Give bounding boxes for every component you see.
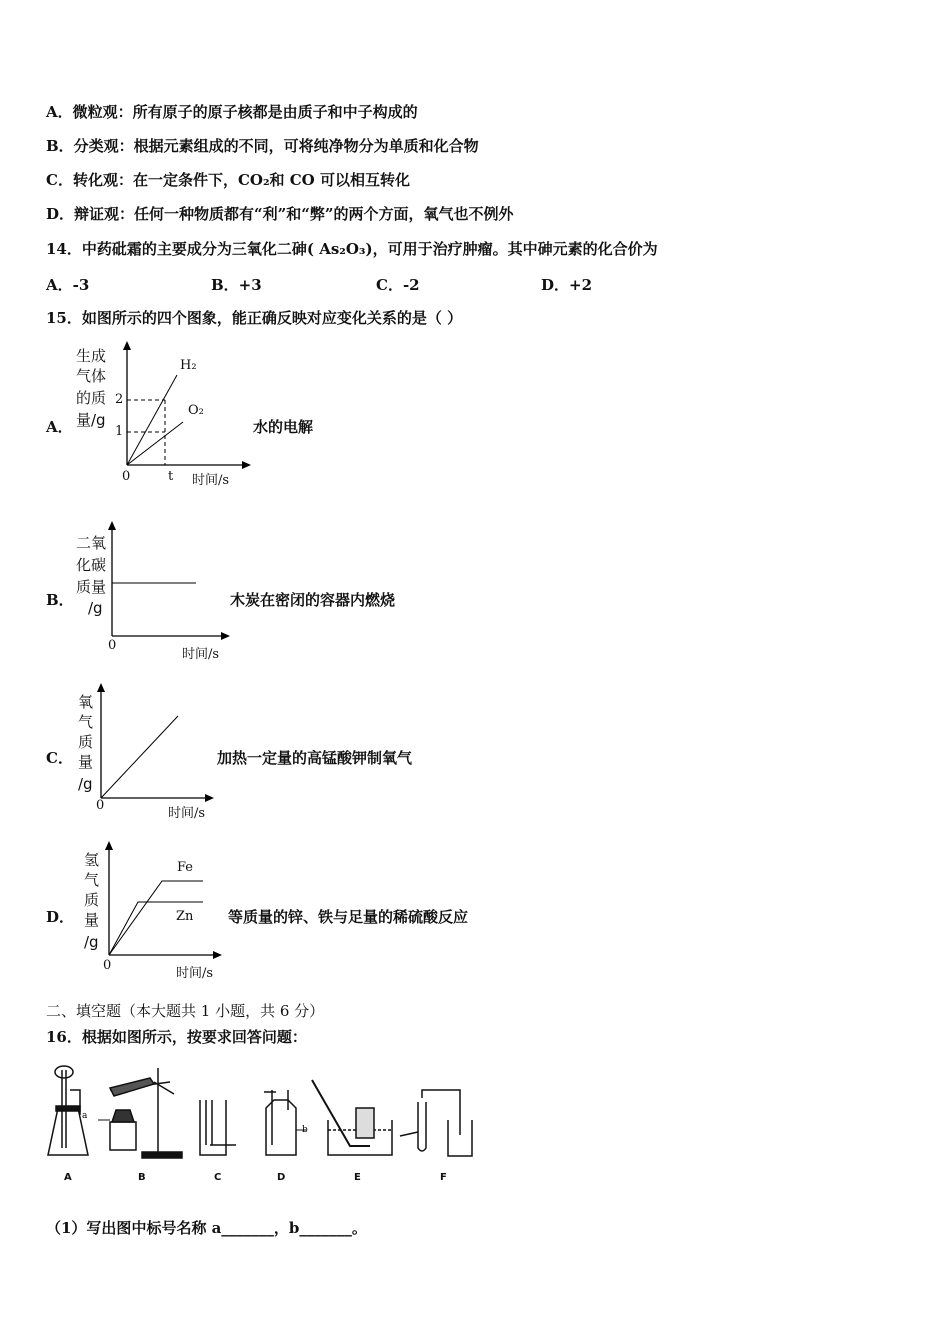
graph-b-origin: 0 <box>108 638 117 653</box>
graph-d-label: D． <box>46 908 75 926</box>
graph-a-ylabel-3: 的质 <box>76 389 107 407</box>
graph-c-ylabel-3: 质 <box>78 733 94 751</box>
graph-a-series-h2: H₂ <box>180 358 197 373</box>
graph-b-ylabel-4: /g <box>88 599 103 617</box>
graph-a-origin: 0 <box>122 469 131 484</box>
graph-d-series-zn: Zn <box>176 909 194 924</box>
graph-c-ylabel-1: 氧 <box>78 693 94 711</box>
graph-a-ytick-1: 1 <box>115 424 124 439</box>
graph-c-ylabel-2: 气 <box>78 713 94 731</box>
apparatus-label-c: C <box>214 1172 222 1183</box>
graph-d-ylabel-2: 气 <box>84 871 100 889</box>
section2-title: 二、填空题（本大题共 1 小题，共 6 分） <box>46 1002 325 1020</box>
svg-text:b: b <box>302 1125 308 1135</box>
q14-stem: 14．中药砒霜的主要成分为三氧化二砷( As₂O₃)，可用于治疗肿瘤。其中砷元素的化合价为 <box>46 240 658 258</box>
graph-b-ylabel-2: 化碳 <box>76 556 107 574</box>
apparatus-label-b: B <box>138 1172 146 1183</box>
graph-a-label: A． <box>46 418 73 436</box>
graph-d-desc: 等质量的锌、铁与足量的稀硫酸反应 <box>228 908 469 926</box>
graph-d-ylabel-5: /g <box>84 933 99 951</box>
graph-d-series-fe: Fe <box>177 860 194 875</box>
graph-b-desc: 木炭在密闭的容器内燃烧 <box>230 591 396 609</box>
graph-d-xlabel: 时间/s <box>176 966 214 981</box>
svg-text:a: a <box>82 1111 88 1121</box>
graph-b-ylabel-3: 质量 <box>76 578 107 596</box>
apparatus-label-d: D <box>277 1172 286 1183</box>
q13-option-d: D．辩证观：任何一种物质都有“利”和“弊”的两个方面，氧气也不例外 <box>46 205 514 223</box>
q14-option-d: D．+2 <box>541 276 593 294</box>
q16-sub1: （1）写出图中标号名称 a_______，b_______。 <box>46 1219 367 1237</box>
graph-a-xtick: t <box>168 469 174 484</box>
graph-c-ylabel-4: 量 <box>78 753 94 771</box>
q13-option-b: B．分类观：根据元素组成的不同，可将纯净物分为单质和化合物 <box>46 137 479 155</box>
h2-line <box>127 375 177 465</box>
graph-a-ylabel-2: 气体 <box>76 367 107 385</box>
apparatus-label-f: F <box>440 1172 447 1183</box>
q15-stem: 15．如图所示的四个图象，能正确反映对应变化关系的是（ ） <box>46 309 463 327</box>
graph-c-axes <box>92 680 232 805</box>
o2-line <box>127 422 183 465</box>
q14-option-c: C．-2 <box>376 276 420 294</box>
apparatus-figure <box>40 1060 480 1190</box>
graph-d-ylabel-3: 质 <box>84 891 100 909</box>
graph-a-series-o2: O₂ <box>188 403 204 418</box>
graph-a-ytick-2: 2 <box>115 392 124 407</box>
graph-c-label: C． <box>46 749 73 767</box>
q14-option-a: A．-3 <box>46 276 90 294</box>
graph-b-label: B． <box>46 591 74 609</box>
q13-option-c: C．转化观：在一定条件下，CO₂和 CO 可以相互转化 <box>46 171 410 189</box>
graph-d-origin: 0 <box>103 958 112 973</box>
graph-d-ylabel-4: 量 <box>84 911 100 929</box>
graph-b-ylabel-1: 二氧 <box>76 534 107 552</box>
o2-mass-line <box>101 716 178 798</box>
graph-b-xlabel: 时间/s <box>182 647 220 662</box>
graph-a-ylabel-4: 量/g <box>76 411 106 429</box>
graph-a-ylabel-1: 生成 <box>76 347 107 365</box>
graph-a-xlabel: 时间/s <box>192 473 230 488</box>
graph-b-axes <box>100 518 240 643</box>
q13-option-a: A．微粒观：所有原子的原子核都是由质子和中子构成的 <box>46 103 418 121</box>
graph-a-desc: 水的电解 <box>253 418 314 436</box>
apparatus-label-a: A <box>64 1172 72 1183</box>
graph-c-xlabel: 时间/s <box>168 806 206 821</box>
graph-d-ylabel-1: 氢 <box>84 851 100 869</box>
q14-option-b: B．+3 <box>211 276 262 294</box>
q16-stem: 16．根据如图所示，按要求回答问题： <box>46 1028 307 1046</box>
graph-c-desc: 加热一定量的高锰酸钾制氧气 <box>217 749 413 767</box>
apparatus-label-e: E <box>354 1172 361 1183</box>
graph-c-origin: 0 <box>96 798 105 813</box>
graph-d-axes <box>100 838 240 963</box>
graph-c-ylabel-5: /g <box>78 775 93 793</box>
